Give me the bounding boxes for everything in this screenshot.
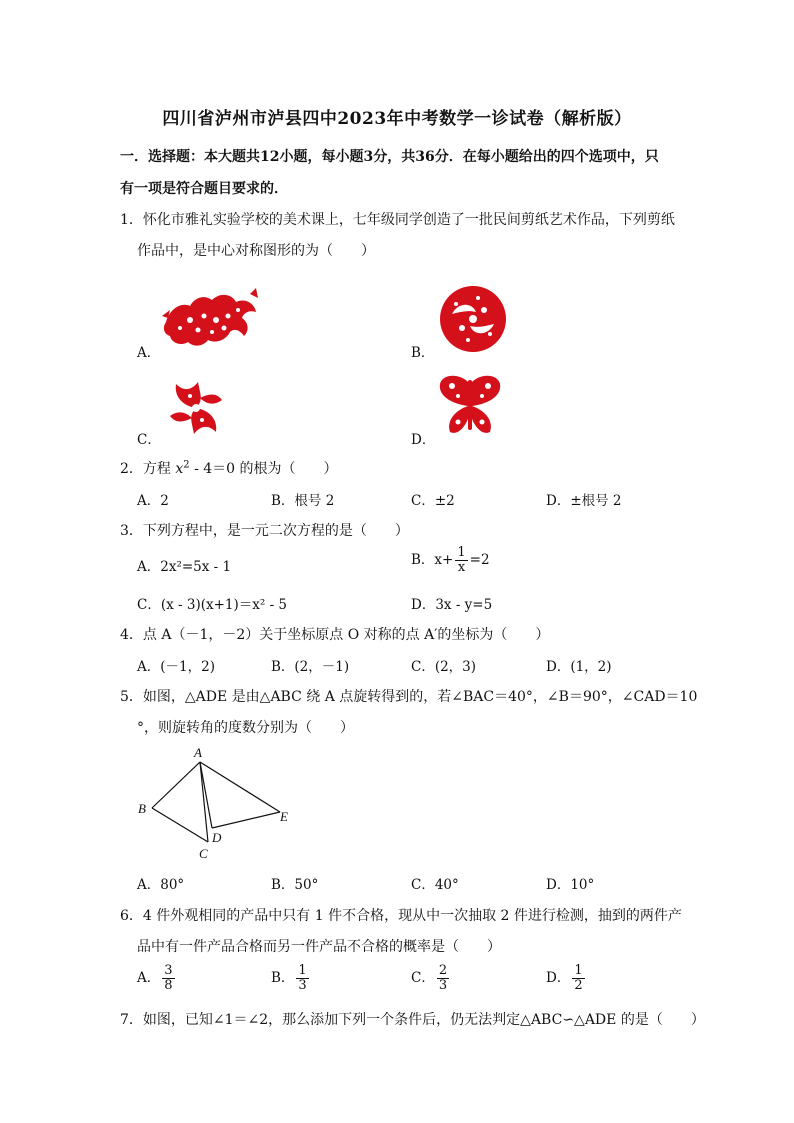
q6-option-c-prefix: C． — [411, 970, 435, 986]
point-a-label: A — [194, 745, 202, 760]
q2-variable: x — [175, 461, 184, 477]
q1-option-b-label: B． — [411, 345, 435, 361]
q5-option-a: A．80° — [137, 877, 185, 893]
q6-option-a-prefix: A． — [137, 970, 161, 986]
q3-option-b-numerator: 1 — [457, 545, 466, 560]
q6-option-a — [137, 964, 177, 993]
q5-stem-line2: °，则旋转角的度数分别为（ ） — [137, 720, 354, 736]
point-e-label: E — [280, 809, 288, 824]
q2-exponent: 2 — [183, 459, 190, 471]
q6-option-b-fraction — [296, 964, 308, 993]
q2-stem — [120, 458, 338, 478]
q3-option-c: C．(x - 3)(x+1)＝x² - 5 — [137, 597, 288, 613]
q1-stem-line2: 作品中，是中心对称图形的为（ ） — [137, 243, 375, 259]
q2-option-a: A．2 — [137, 493, 169, 509]
q6-option-b-numerator: 1 — [298, 963, 307, 978]
q1-option-a-label: A． — [137, 345, 161, 361]
fish-circle-papercut-image — [438, 284, 508, 354]
q5-stem-line1: 5．如图，△ADE 是由△ABC 绕 A 点旋转得到的，若∠BAC＝40°，∠B＝90°，∠CAD＝10 — [120, 689, 698, 705]
q3-option-a: A．2x²=5x - 1 — [137, 559, 232, 575]
q6-stem-line2: 品中有一件产品合格而另一件产品不合格的概率是（ ） — [137, 939, 501, 955]
section-heading-line2: 有一项是符合题目要求的． — [120, 181, 288, 197]
q3-stem: 3．下列方程中，是一元二次方程的是（ ） — [120, 523, 409, 539]
q6-option-c — [411, 964, 451, 993]
q6-option-d-fraction — [572, 964, 584, 993]
rotation-triangle-diagram — [130, 742, 300, 864]
q1-option-d-label: D． — [411, 432, 436, 448]
q4-option-c: C．(2，3) — [411, 659, 477, 675]
point-d-label: D — [212, 830, 222, 845]
q3-option-d: D．3x - y=5 — [411, 597, 493, 613]
q6-option-c-denominator: 3 — [438, 978, 448, 993]
q2-option-c: C．±2 — [411, 493, 455, 509]
q5-option-c: C．40° — [411, 877, 459, 893]
section-heading-line1: 一．选择题：本大题共12小题，每小题3分，共36分．在每小题给出的四个选项中，只 — [120, 149, 659, 165]
page-title: 四川省泸州市泸县四中2023年中考数学一诊试卷（解析版） — [162, 109, 632, 129]
q5-option-d: D．10° — [546, 877, 595, 893]
dragon-papercut-image — [160, 286, 260, 350]
q6-option-c-fraction — [437, 964, 449, 993]
bird-pair-papercut-image — [164, 376, 228, 440]
q4-stem: 4．点 A（－1，－2）关于坐标原点 O 对称的点 A′的坐标为（ ） — [120, 627, 550, 643]
q6-option-c-numerator: 2 — [438, 963, 448, 978]
q6-option-a-fraction — [162, 964, 174, 993]
point-b-label: B — [138, 801, 146, 816]
q6-option-a-numerator: 3 — [164, 963, 173, 978]
q2-option-b: B．根号 2 — [271, 493, 335, 509]
q6-option-b-denominator: 3 — [298, 978, 307, 993]
q2-stem-prefix: 2．方程 — [120, 461, 176, 477]
q6-option-a-denominator: 8 — [164, 978, 173, 993]
q5-option-b: B．50° — [271, 877, 319, 893]
q6-option-b-prefix: B． — [271, 970, 295, 986]
q4-option-d: D．(1，2) — [546, 659, 612, 675]
q6-option-d — [546, 964, 587, 993]
q6-option-d-numerator: 1 — [574, 963, 583, 978]
q4-option-a: A．(－1，2) — [137, 659, 215, 675]
q6-stem-line1: 6．4 件外观相同的产品中只有 1 件不合格，现从中一次抽取 2 件进行检测，抽到的两件产 — [120, 908, 682, 924]
q4-option-b: B．(2，－1) — [271, 659, 350, 675]
point-c-label: C — [199, 846, 208, 861]
q6-option-d-denominator: 2 — [574, 978, 583, 993]
q6-option-b — [271, 964, 311, 993]
q7-stem: 7．如图，已知∠1＝∠2，那么添加下列一个条件后，仍无法判定△ABC∽△ADE 的是（ ） — [120, 1012, 705, 1028]
q3-option-b-fraction — [455, 546, 467, 575]
q6-option-d-prefix: D． — [546, 970, 571, 986]
q3-option-b-denominator: x — [457, 560, 466, 575]
q3-option-b-suffix: =2 — [469, 552, 490, 568]
q2-stem-suffix: - 4＝0 的根为（ ） — [189, 461, 338, 477]
q1-option-c-label: C． — [137, 432, 161, 448]
q2-option-d: D．±根号 2 — [546, 493, 622, 509]
q3-option-b — [411, 546, 490, 575]
q3-option-b-prefix: B．x+ — [411, 552, 454, 568]
butterfly-papercut-image — [438, 370, 502, 440]
q1-stem-line1: 1．怀化市雅礼实验学校的美术课上，七年级同学创造了一批民间剪纸艺术作品，下列剪纸 — [120, 212, 675, 228]
